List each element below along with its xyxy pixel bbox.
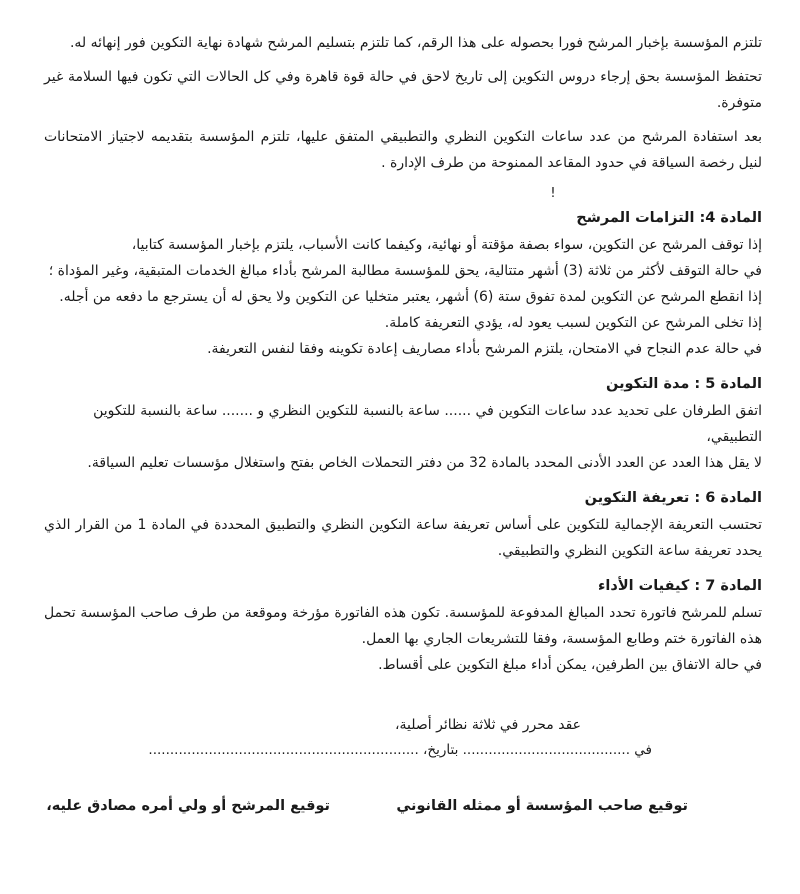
place-date-line: في ....................................... بتاريخ، ...............................................................	[148, 742, 652, 758]
intro-paragraph-3: بعد استفادة المرشح من عدد ساعات التكوين النظري والتطبيقي المتفق عليها، تلتزم المؤسسة بتقديمه لاجتياز الامتحانات لنيل رخصة السياقة في حدود المقاعد الممنوحة من طرف الإدارة .	[44, 129, 762, 171]
intro-paragraph-1: تلتزم المؤسسة بإخبار المرشح فورا بحصوله على هذا الرقم، كما تلتزم بتسليم المرشح شهادة نهاية التكوين فور إنهائه له.	[69, 35, 762, 51]
article-7-title: المادة 7 : كيفيات الأداء	[598, 578, 762, 594]
article-5-title: المادة 5 : مدة التكوين	[606, 376, 762, 392]
article-4-title: المادة 4: التزامات المرشح	[576, 210, 762, 226]
article-4-paragraph-1: إذا توقف المرشح عن التكوين، سواء بصفة مؤقتة أو نهائية، وكيفما كانت الأسباب، يلتزم بإخبار المؤسسة كتابيا،	[131, 237, 762, 253]
article-5-paragraph-2: لا يقل هذا العدد عن العدد الأدنى المحدد بالمادة 32 من دفتر التحملات الخاص بفتح واستغلال مؤسسات تعليم السياقة.	[87, 455, 762, 471]
article-4	[44, 204, 762, 362]
intro-paragraph-2: تحتفظ المؤسسة بحق إرجاء دروس التكوين إلى تاريخ لاحق في حالة قوة قاهرة وفي كل الحالات التي تكون فيها السلامة غير متوفرة.	[44, 69, 762, 111]
article-4-paragraph-4: إذا تخلى المرشح عن التكوين لسبب يعود له، يؤدي التعريفة كاملة.	[384, 315, 762, 331]
article-6-title: المادة 6 : تعريفة التكوين	[584, 490, 762, 506]
article-4-paragraph-3: إذا انقطع المرشح عن التكوين لمدة تفوق ستة (6) أشهر، يعتبر متخليا عن التكوين ولا يحق له أن يسترجع ما دفعه من أجله.	[59, 289, 762, 305]
institution-signature-label: توقيع صاحب المؤسسة أو ممثله القانوني	[396, 798, 688, 814]
article-7-paragraph-1: تسلم للمرشح فاتورة تحدد المبالغ المدفوعة للمؤسسة. تكون هذه الفاتورة مؤرخة وموقعة من طرف صاحب المؤسسة تحمل هذه الفاتورة ختم وطابع المؤسسة، وفقا للتشريعات الجاري بها العمل.	[44, 605, 762, 647]
closing-statement: عقد محرر في ثلاثة نظائر أصلية،	[395, 717, 581, 733]
article-6	[44, 484, 762, 564]
article-5	[44, 370, 762, 476]
article-4-paragraph-2: في حالة التوقف لأكثر من ثلاثة (3) أشهر متتالية، يحق للمؤسسة مطالبة المرشح بأداء مبالغ الخدمات المتبقية، وغير المؤداة ؛	[48, 263, 762, 279]
article-5-paragraph-1: اتفق الطرفان على تحديد عدد ساعات التكوين في ...... ساعة بالنسبة للتكوين النظري و ....... ساعة بالنسبة للتكوين التطبيقي،	[93, 403, 762, 445]
stray-mark: !	[550, 186, 556, 201]
article-7	[44, 572, 762, 678]
article-4-paragraph-5: في حالة عدم النجاح في الامتحان، يلتزم المرشح بأداء مصاريف إعادة تكوينه وفقا لنفس التعريفة.	[207, 341, 762, 357]
candidate-signature-label: توقيع المرشح أو ولي أمره مصادق عليه،	[46, 798, 330, 814]
article-7-paragraph-2: في حالة الاتفاق بين الطرفين، يمكن أداء مبلغ التكوين على أقساط.	[378, 657, 762, 673]
article-6-paragraph-1: تحتسب التعريفة الإجمالية للتكوين على أساس تعريفة ساعة التكوين النظري والتطبيق المحددة في المادة 1 من القرار الذي يحدد تعريفة ساعة التكوين النظري والتطبيقي.	[44, 517, 762, 559]
